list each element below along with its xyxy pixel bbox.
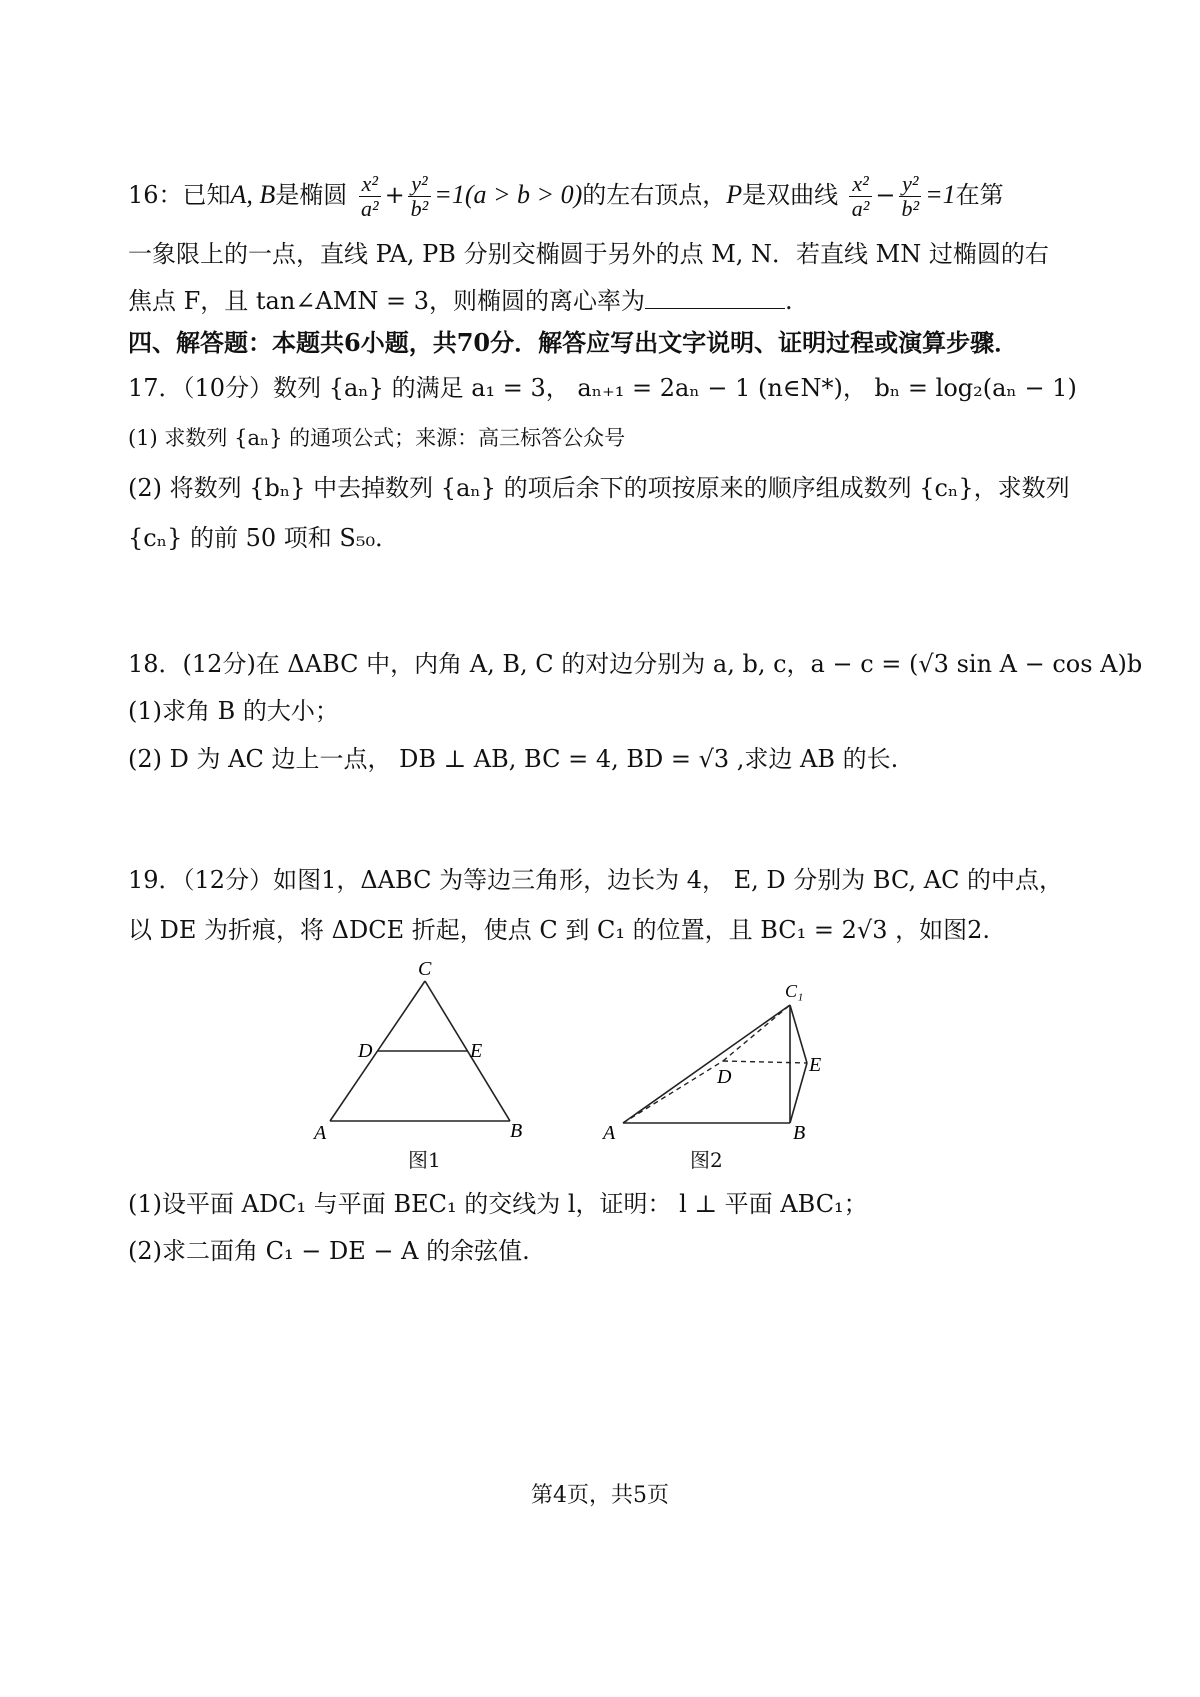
q16-hyperbola-eq: =1	[925, 180, 956, 209]
fraction-y-over-b-2: $\frac{\text{y²}}{\text{b²}}$	[898, 172, 922, 221]
figure-1-caption: 图1	[408, 1148, 441, 1172]
q16-ellipse-condition: =1(a > b > 0)	[434, 180, 583, 209]
edge-eb	[790, 1063, 807, 1123]
q19-line-2: 以 DE 为折痕，将 ΔDCE 折起，使点 C 到 C₁ 的位置，且 BC₁ = 2√3 ，如图2.	[128, 916, 991, 944]
q19-line-1: 19．（12分）如图1，ΔABC 为等边三角形，边长为 4， E, D 分别为 BC, AC 的中点，	[128, 866, 1064, 894]
q17-line-1: 17．（10分）数列 {aₙ} 的满足 a₁ = 3， aₙ₊₁ = 2aₙ − 1 (n∈N*)， bₙ = log₂(aₙ − 1)	[128, 374, 1077, 402]
q16-text-ellipse: 是椭圆	[275, 181, 348, 209]
q17-part-1: (1) 求数列 {aₙ} 的通项公式；来源：高三标答公众号	[128, 426, 626, 450]
label-e: E	[470, 1040, 483, 1062]
edge-de-hidden	[723, 1061, 807, 1063]
fraction-x-over-a: $\frac{\text{x²}}{\text{a²}}$	[358, 172, 382, 221]
q16-points-ab: A, B	[230, 180, 276, 209]
q16-text: 16：已知	[128, 181, 231, 209]
q17-part-2a: (2) 将数列 {bₙ} 中去掉数列 {aₙ} 的项后余下的项按原来的顺序组成数列 {cₙ}，求数列	[128, 474, 1070, 502]
q18-line-1: 18．(12分)在 ΔABC 中，内角 A, B, C 的对边分别为 a, b, c，a − c = (√3 sin A − cos A)b	[128, 650, 1143, 678]
label-a: A	[314, 1122, 327, 1144]
q19-part-1: (1)设平面 ADC₁ 与平面 BEC₁ 的交线为 l，证明： l ⊥ 平面 ABC₁；	[128, 1190, 868, 1218]
label-e: E	[809, 1054, 822, 1076]
figure-2	[595, 975, 845, 1150]
label-b: B	[510, 1120, 523, 1142]
label-c1: C₁	[785, 981, 804, 1001]
page-footer: 第4页，共5页	[531, 1483, 669, 1508]
edge-ac1	[623, 1005, 790, 1123]
fraction-x-over-a-2: $\frac{\text{x²}}{\text{a²}}$	[849, 172, 873, 221]
section-4-header: 四、解答题：本题共6小题，共70分．解答应写出文字说明、证明过程或演算步骤．	[128, 328, 1019, 357]
label-d: D	[717, 1066, 732, 1088]
q16-point-p: P	[726, 180, 743, 209]
q16-line-2: 一象限上的一点，直线 PA, PB 分别交椭圆于另外的点 M, N．若直线 MN 过椭圆的右	[128, 240, 1049, 268]
label-b: B	[793, 1122, 806, 1144]
q16-text-end: 在第	[955, 181, 1004, 209]
q17-part-2b: {cₙ} 的前 50 项和 S₅₀．	[128, 524, 400, 552]
figure-2-caption: 图2	[690, 1148, 723, 1172]
edge-ad-hidden	[623, 1061, 723, 1123]
q16-text-vertices: 的左右顶点，	[582, 181, 727, 209]
answer-blank	[645, 284, 785, 309]
q16-line-1: 16：已知A, B是椭圆 $\frac{\text{x²}}{\text{a²}}$ + $\frac{\text{y²}}{\text{b²}}$ =1(a > b > 0)的左右顶点，P是双曲线 $\frac{\text{x²}}{\text{a²}}$ − $\frac{\text{y²}}{\text{b²}}$ =1在第	[128, 171, 1004, 221]
label-a: A	[603, 1122, 616, 1144]
q16-period: .	[784, 287, 793, 315]
edge-dc1-hidden	[723, 1005, 790, 1061]
q18-part-1: (1)求角 B 的大小；	[128, 697, 339, 725]
q18-part-2: (2) D 为 AC 边上一点， DB ⊥ AB, BC = 4, BD = √3 ,求边 AB 的长.	[128, 745, 899, 773]
label-d: D	[358, 1040, 373, 1062]
q16-text-hyperbola: 是双曲线	[742, 181, 839, 209]
q16-line-3	[128, 283, 1090, 319]
fraction-y-over-b: $\frac{\text{y²}}{\text{b²}}$	[408, 172, 432, 221]
figure-1	[310, 955, 540, 1145]
q16-text-eccentricity: 焦点 F，且 tan∠AMN = 3，则椭圆的离心率为	[128, 287, 645, 315]
label-c: C	[418, 958, 432, 980]
edge-c1e	[790, 1005, 807, 1063]
q19-part-2: (2)求二面角 C₁ − DE − A 的余弦值.	[128, 1237, 530, 1265]
